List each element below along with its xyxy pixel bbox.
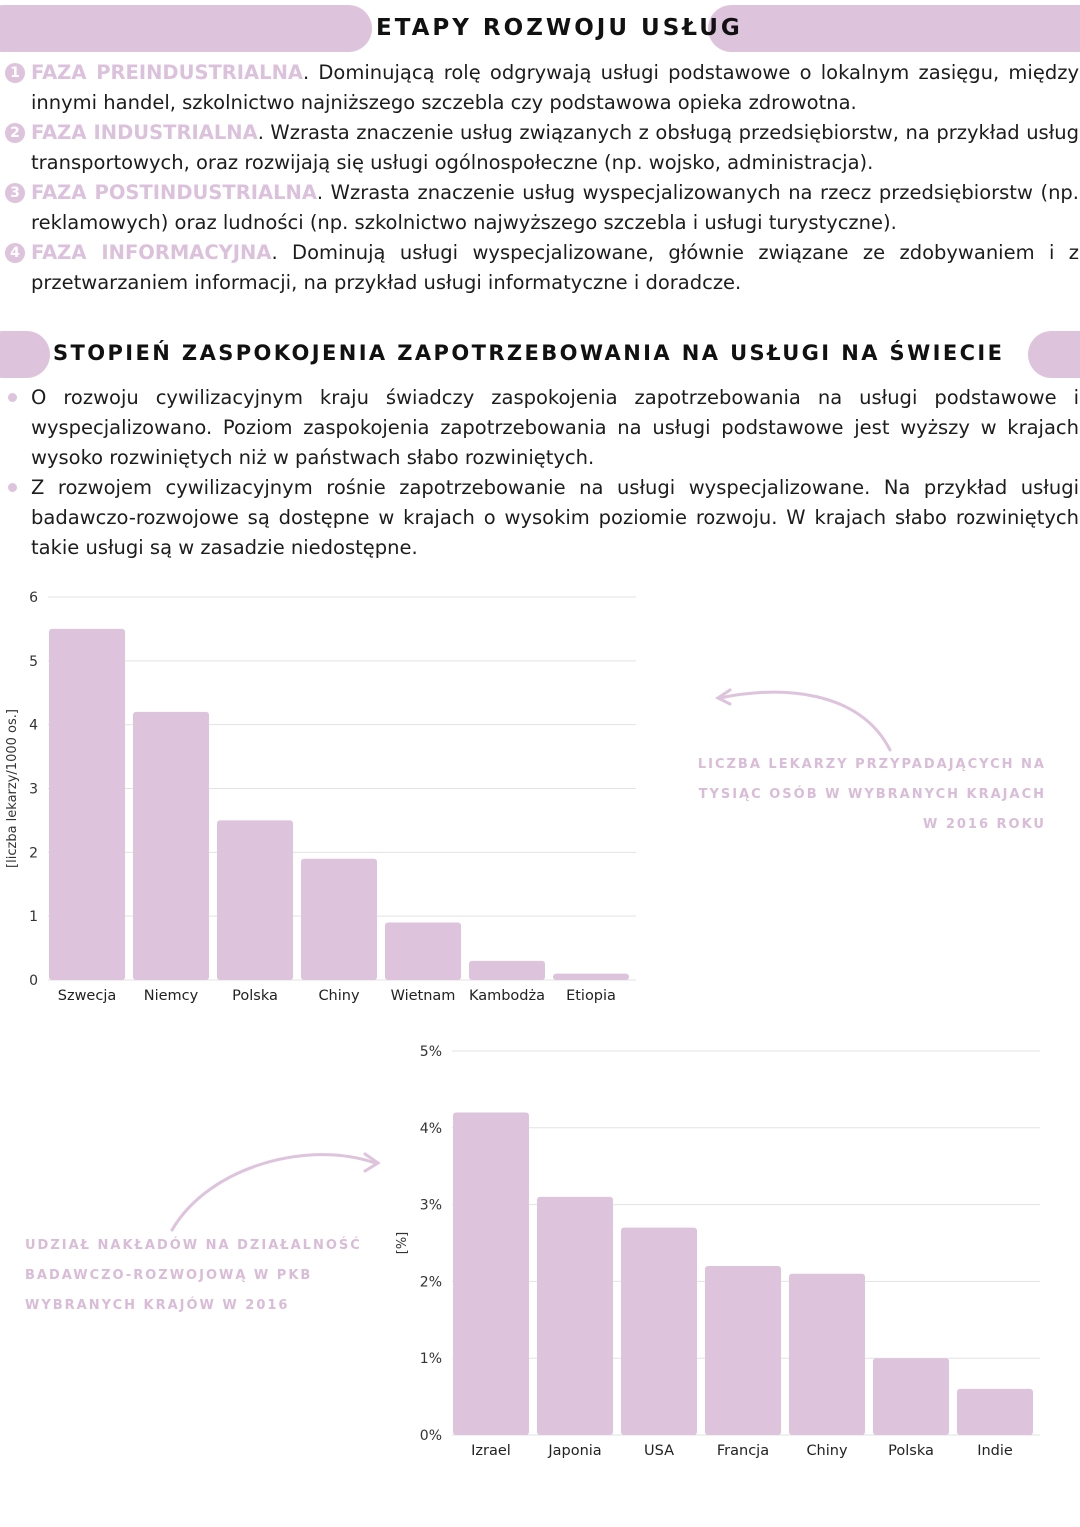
chart1-note-line1: LICZBA LEKARZY PRZYPADAJĄCYCH NA	[697, 757, 1046, 772]
phase-3-item	[31, 178, 1079, 238]
chart1-x-category-label: Wietnam	[390, 988, 456, 1004]
chart2-bar	[789, 1274, 865, 1435]
phase-4-text: . Dominują usługi wyspecjalizowane, głównie związane ze zdobywaniem i z przetwarzaniem informacji, na przykład usługi informatyczne i doradcze.	[31, 241, 1080, 294]
chart2-x-category-label: Indie	[977, 1443, 1013, 1459]
phase-3-name: FAZA POSTINDUSTRIALNA	[31, 181, 317, 204]
phase-4-number: 4	[5, 243, 25, 263]
section2-band-left	[0, 331, 50, 378]
phase-2-name: FAZA INDUSTRIALNA	[31, 121, 258, 144]
chart1-bar	[385, 923, 461, 980]
phase-2-number: 2	[5, 123, 25, 143]
chart2-x-category-label: Polska	[888, 1443, 934, 1459]
chart2-note	[25, 1231, 362, 1321]
chart2-x-category-label: Francja	[716, 1443, 770, 1459]
chart2-bar	[705, 1266, 781, 1435]
chart1-x-category-label: Polska	[232, 988, 278, 1004]
chart2-note-line3: WYBRANYCH KRAJÓW W 2016	[25, 1298, 290, 1313]
section2-title: STOPIEŃ ZASPOKOJENIA ZAPOTRZEBOWANIA NA USŁUGI NA ŚWIECIE	[53, 341, 1005, 365]
chart2-ytick-label: 1%	[419, 1351, 442, 1368]
phase-1-item	[31, 58, 1079, 118]
bullet-1-text: O rozwoju cywilizacyjnym kraju świadczy zaspokojenia zapotrzebowania na usługi podstawowe i wyspecjalizowano. Poziom zaspokojenia zapotrzebowania na usługi podstawowe jest wyższy w krajach wysoko rozwiniętych niż w państwach słabo rozwiniętych.	[31, 386, 1079, 469]
bullet-2-dot	[8, 483, 17, 492]
chart2-ytick-label: 0%	[419, 1428, 442, 1444]
phase-2-item	[31, 118, 1079, 178]
phase-3-number: 3	[5, 183, 25, 203]
chart1-note-line3: W 2016 ROKU	[922, 817, 1046, 832]
chart1-ytick-label: 6	[29, 590, 38, 606]
chart1-y-axis-label: [liczba lekarzy/1000 os.]	[5, 709, 20, 868]
chart2-ytick-label: 3%	[419, 1197, 442, 1214]
chart2-note-line2: BADAWCZO-ROZWOJOWĄ W PKB	[25, 1268, 313, 1283]
chart1-arrow	[700, 680, 900, 760]
chart1-x-category-label: Chiny	[318, 988, 360, 1004]
chart2-bar	[957, 1389, 1033, 1435]
phase-4-item	[31, 238, 1079, 298]
chart1-bar	[133, 712, 209, 980]
chart1-note	[698, 750, 1046, 840]
chart1-bar	[49, 629, 125, 980]
phase-4-name: FAZA INFORMACYJNA	[31, 241, 272, 264]
bullet-1-dot	[8, 393, 17, 402]
chart1-bar	[469, 961, 545, 980]
chart2-ytick-label: 2%	[419, 1274, 442, 1291]
chart2-arrow	[160, 1145, 390, 1235]
section1-band-right	[708, 5, 1080, 52]
chart2-bar	[453, 1112, 529, 1435]
chart1-ytick-label: 0	[29, 973, 38, 989]
chart1-ytick-label: 1	[29, 909, 38, 926]
chart2-x-category-label: Chiny	[806, 1443, 848, 1459]
section2-band-right	[1028, 331, 1080, 378]
section1-band-left	[0, 5, 372, 52]
phase-2-text: . Wzrasta znaczenie usług związanych z obsługą przedsiębiorstw, na przykład usług transportowych, oraz rozwijają się usługi ogólnospołeczne (np. wojsko, administracja).	[31, 121, 1079, 174]
chart2-ytick-label: 5%	[419, 1044, 442, 1060]
chart2-note-line1: UDZIAŁ NAKŁADÓW NA DZIAŁALNOŚĆ	[25, 1238, 362, 1253]
chart1-x-category-label: Niemcy	[143, 988, 199, 1004]
chart2-bar	[537, 1197, 613, 1435]
chart2-ytick-label: 4%	[419, 1120, 442, 1137]
phase-1-name: FAZA PREINDUSTRIALNA	[31, 61, 303, 84]
chart1-bar	[301, 859, 377, 980]
chart1-x-category-label: Etiopia	[566, 988, 616, 1004]
chart2-y-axis-label: [%]	[395, 1231, 410, 1255]
phase-1-text: . Dominującą rolę odgrywają usługi podstawowe o lokalnym zasięgu, między innymi handel, szkolnictwo najniższego szczebla czy podstawowa opieka zdrowotna.	[31, 61, 1079, 114]
chart1-x-category-label: Kambodża	[468, 988, 546, 1004]
doctors-chart	[0, 580, 660, 1010]
chart1-ytick-label: 4	[29, 717, 38, 734]
chart2-x-category-label: Japonia	[548, 1443, 602, 1459]
chart1-note-line2: TYSIĄC OSÓB W WYBRANYCH KRAJACH	[698, 787, 1046, 802]
phase-3-text: . Wzrasta znaczenie usług wyspecjalizowanych na rzecz przedsiębiorstw (np. reklamowych) oraz ludności (np. szkolnictwo najwyższego szczebla i usługi turystyczne).	[31, 181, 1079, 234]
chart1-ytick-label: 2	[29, 845, 38, 862]
chart1-x-category-label: Szwecja	[57, 988, 117, 1004]
chart2-x-category-label: USA	[643, 1443, 675, 1459]
chart1-bar	[217, 820, 293, 980]
rnd-chart	[380, 1030, 1070, 1470]
bullet-2-text: Z rozwojem cywilizacyjnym rośnie zapotrzebowanie na usługi wyspecjalizowane. Na przykład usługi badawczo-rozwojowe są dostępne w krajach o wysokim poziomie rozwoju. W krajach słabo rozwiniętych takie usługi są w zasadzie niedostępne.	[31, 476, 1079, 559]
chart1-bar	[553, 974, 629, 980]
section1-title: ETAPY ROZWOJU USŁUG	[376, 15, 743, 41]
chart2-bar	[873, 1358, 949, 1435]
chart2-bar	[621, 1228, 697, 1435]
chart1-ytick-label: 3	[29, 781, 38, 798]
chart2-x-category-label: Izrael	[471, 1443, 511, 1459]
phase-1-number: 1	[5, 63, 25, 83]
chart1-ytick-label: 5	[29, 653, 38, 670]
